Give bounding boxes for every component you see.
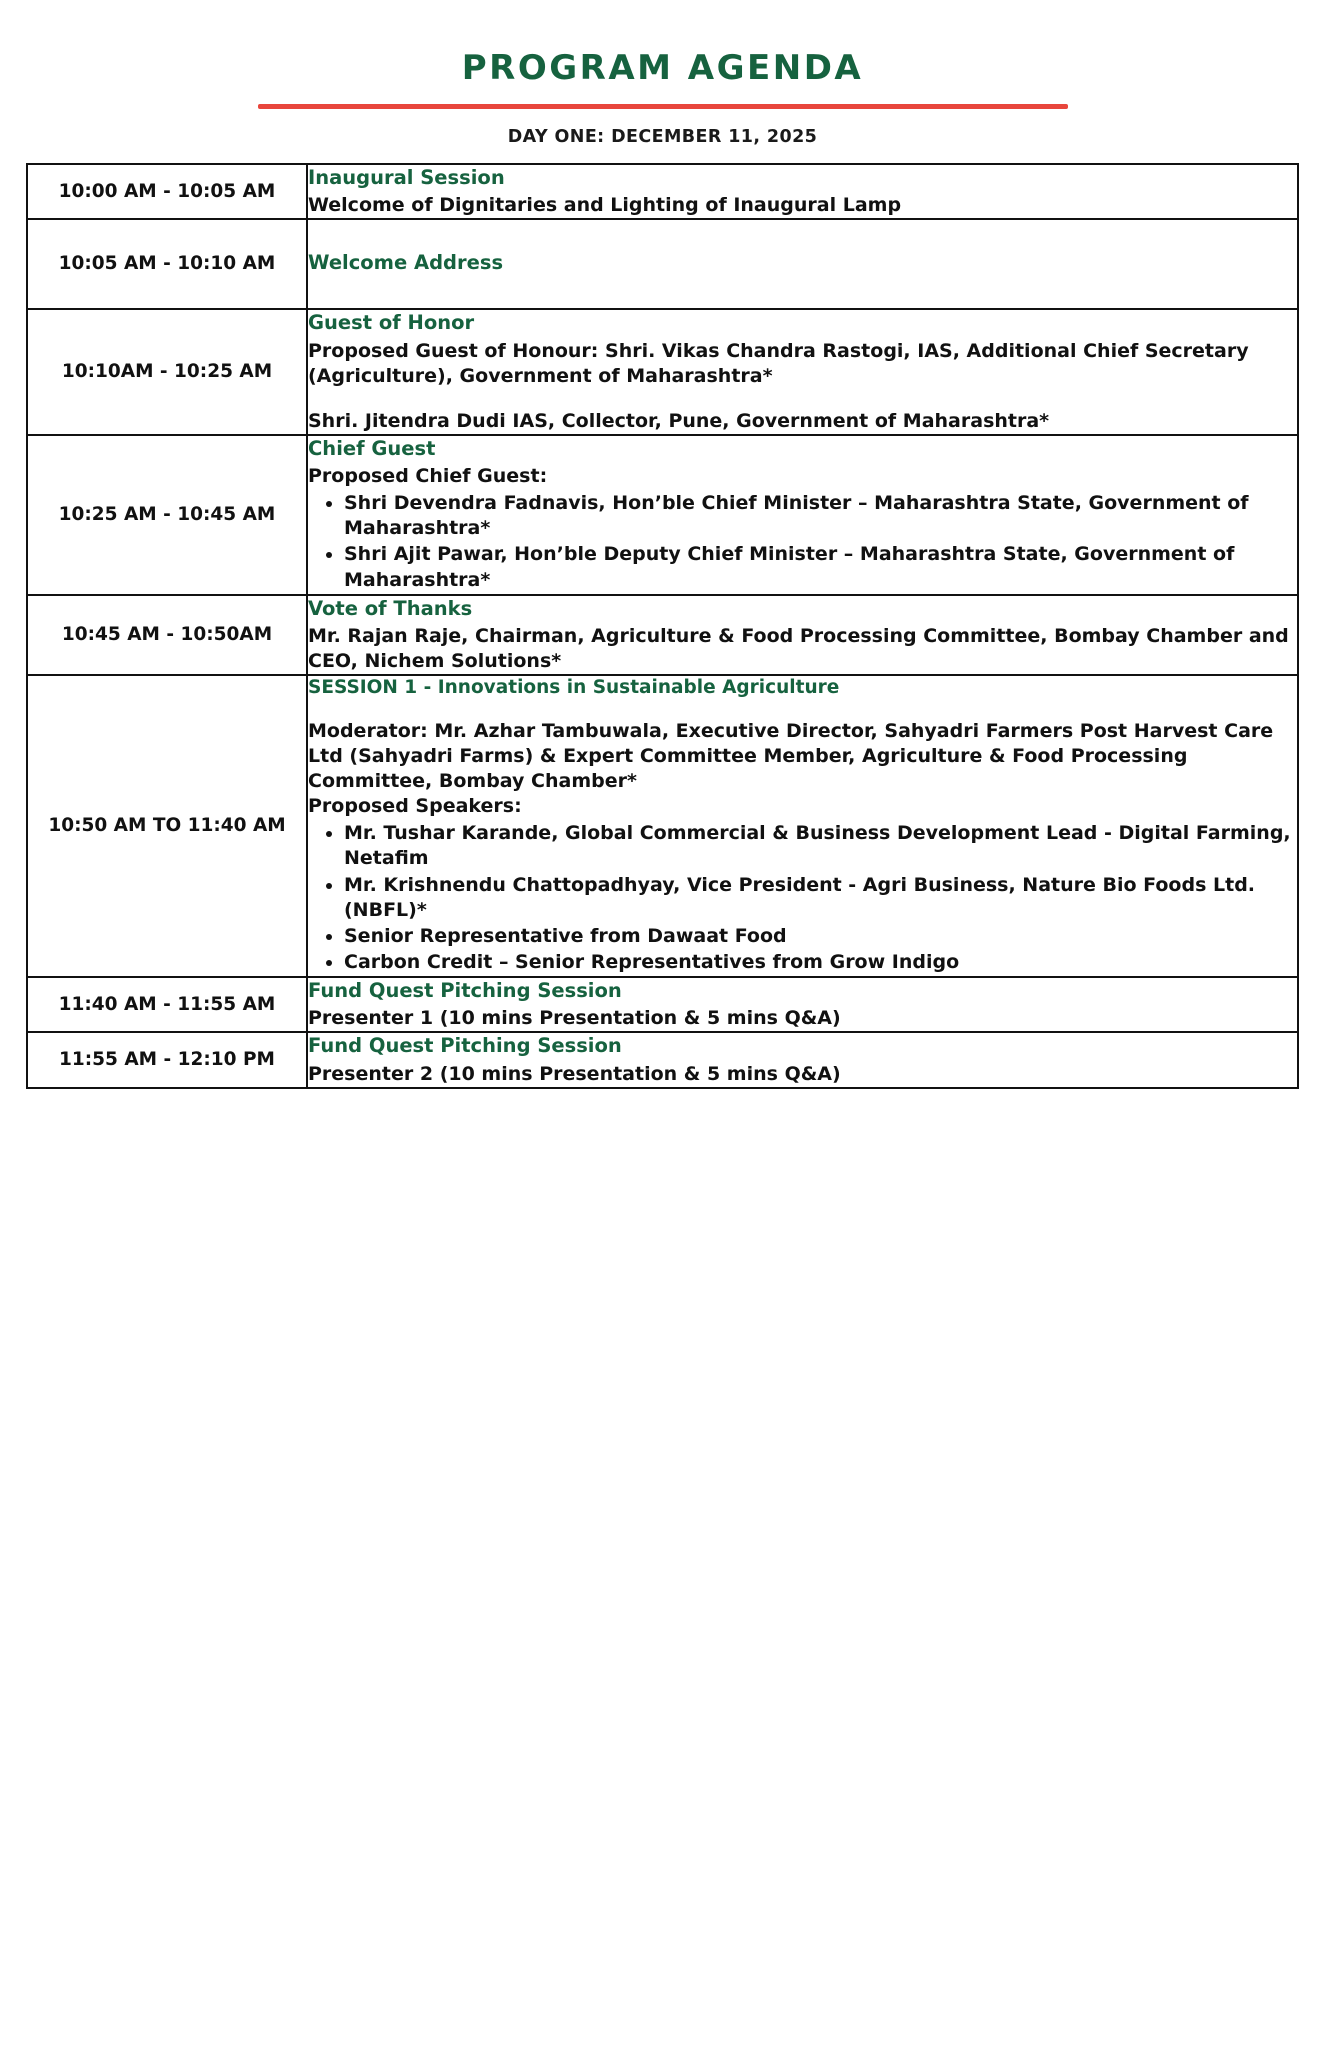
list-item: • Mr. Tushar Karande, Global Commercial & Business Development Lead - Digital Farming, Netafim	[344, 821, 1297, 871]
row-detail	[307, 1032, 1298, 1087]
row-detail	[307, 219, 1298, 309]
row-bullet-list	[308, 491, 1297, 592]
row-heading: Guest of Honor	[308, 311, 475, 335]
row-heading: Chief Guest	[308, 436, 436, 460]
list-item: • Carbon Credit – Senior Representatives from Grow Indigo	[344, 950, 1297, 975]
row-heading: Vote of Thanks	[308, 596, 473, 620]
table-row	[27, 435, 1298, 595]
page-title: PROGRAM AGENDA	[461, 48, 864, 88]
row-body: Proposed Chief Guest:	[308, 465, 548, 488]
day-subtitle: DAY ONE: DECEMBER 11, 2025	[507, 127, 818, 147]
row-body-secondary: Proposed Speakers:	[308, 795, 522, 818]
row-body: Welcome of Dignitaries and Lighting of Inaugural Lamp	[308, 194, 902, 217]
row-heading: Fund Quest Pitching Session	[308, 978, 622, 1002]
row-detail	[307, 309, 1298, 435]
row-time: 10:10AM - 10:25 AM	[27, 309, 307, 435]
row-bullet-list	[308, 821, 1297, 974]
row-heading: SESSION 1 - Innovations in Sustainable Agriculture	[308, 677, 840, 699]
list-item: • Shri Devendra Fadnavis, Hon’ble Chief Minister – Maharashtra State, Government of Maharashtra*	[344, 491, 1297, 541]
row-detail	[307, 675, 1298, 977]
row-body: Presenter 2 (10 mins Presentation & 5 mins Q&A)	[308, 1062, 841, 1085]
list-item: • Senior Representative from Dawaat Food	[344, 924, 1297, 949]
row-time: 10:50 AM TO 11:40 AM	[27, 675, 307, 977]
row-body: Presenter 1 (10 mins Presentation & 5 mins Q&A)	[308, 1007, 841, 1030]
row-heading: Fund Quest Pitching Session	[308, 1034, 622, 1058]
table-row	[27, 219, 1298, 309]
row-heading: Welcome Address	[308, 251, 504, 275]
row-body: Proposed Guest of Honour: Shri. Vikas Chandra Rastogi, IAS, Additional Chief Secretary (Agriculture), Government of Maharashtra*	[308, 339, 1249, 387]
row-heading: Inaugural Session	[308, 166, 505, 189]
list-item: • Mr. Krishnendu Chattopadhyay, Vice President - Agri Business, Nature Bio Foods Ltd. (NBFL)*	[344, 873, 1297, 923]
table-row	[27, 309, 1298, 435]
row-detail	[307, 164, 1298, 219]
row-time: 11:40 AM - 11:55 AM	[27, 977, 307, 1032]
row-time: 10:25 AM - 10:45 AM	[27, 435, 307, 595]
row-detail	[307, 435, 1298, 595]
row-body-secondary: Shri. Jitendra Dudi IAS, Collector, Pune, Government of Maharashtra*	[308, 409, 1050, 432]
table-row	[27, 1032, 1298, 1087]
row-time: 10:45 AM - 10:50AM	[27, 595, 307, 675]
table-row	[27, 164, 1298, 219]
agenda-table	[26, 163, 1299, 1089]
row-time: 11:55 AM - 12:10 PM	[27, 1032, 307, 1087]
table-row	[27, 977, 1298, 1032]
title-divider	[258, 104, 1068, 109]
row-time: 10:05 AM - 10:10 AM	[27, 219, 307, 309]
table-row	[27, 595, 1298, 675]
row-detail	[307, 595, 1298, 675]
list-item: • Shri Ajit Pawar, Hon’ble Deputy Chief Minister – Maharashtra State, Government of Maharashtra*	[344, 542, 1297, 592]
row-detail	[307, 977, 1298, 1032]
row-time: 10:00 AM - 10:05 AM	[27, 164, 307, 219]
row-body: Moderator: Mr. Azhar Tambuwala, Executive Director, Sahyadri Farmers Post Harvest Care Ltd (Sahyadri Farms) & Expert Committee Member, Agriculture & Food Processing Committee, Bombay Chamber*	[308, 720, 1274, 793]
table-row	[27, 675, 1298, 977]
row-body: Mr. Rajan Raje, Chairman, Agriculture & Food Processing Committee, Bombay Chamber and CEO, Nichem Solutions*	[308, 624, 1289, 673]
